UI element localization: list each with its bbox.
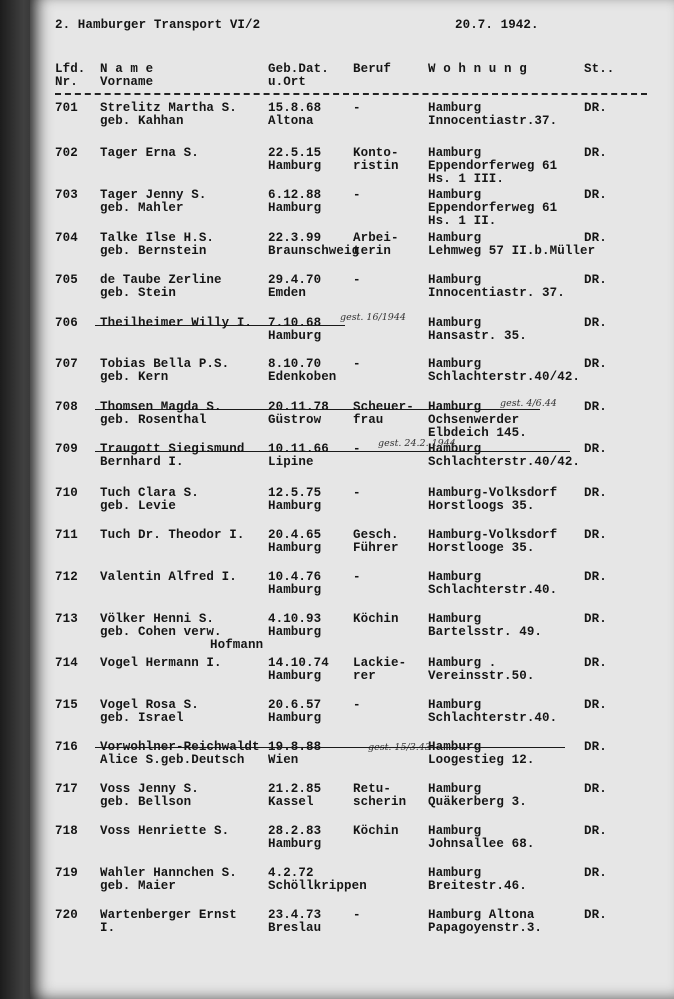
occupation: Scheuer- [353,400,414,414]
row-number: 705 [55,273,78,287]
row-number: 710 [55,486,78,500]
residence: Hamburg-Volksdorf [428,528,558,542]
occupation: Lackie- [353,656,407,670]
person-name: de Taube Zerline [100,273,222,287]
birth-date: 19.8.88 [268,740,322,754]
birth-date: 15.8.68 [268,101,322,115]
occupation: - [353,442,361,456]
birth-place: Altona [268,114,314,128]
residence: Hamburg [428,782,482,796]
header-st: St.. [584,62,615,76]
residence: Hamburg Altona [428,908,535,922]
person-name: Voss Henriette S. [100,824,230,838]
residence-line2: Loogestieg 12. [428,753,535,767]
residence: Hamburg-Volksdorf [428,486,558,500]
person-name: Tager Jenny S. [100,188,207,202]
birth-place: Hamburg [268,583,322,597]
document-date: 20.7. 1942. [455,18,539,32]
row-number: 716 [55,740,78,754]
person-name-line2: geb. Stein [100,286,177,300]
occupation: - [353,273,361,287]
occupation: - [353,357,361,371]
birth-date: 20.4.65 [268,528,322,542]
residence: Hamburg . [428,656,497,670]
birth-place: Güstrow [268,413,322,427]
person-name: Völker Henni S. [100,612,215,626]
residence-line2: Vereinsstr.50. [428,669,535,683]
occupation: Arbei- [353,231,399,245]
residence: Hamburg [428,400,482,414]
person-name-line2: I. [100,921,116,935]
residence-line2: Papagoyenstr.3. [428,921,543,935]
person-name-line2: geb. Bernstein [100,244,207,258]
person-name-line2: geb. Kahhan [100,114,184,128]
birth-date: 12.5.75 [268,486,322,500]
occupation: - [353,570,361,584]
handwritten-note: gest. 24.2. 1944 [378,438,456,449]
birth-place: Kassel [268,795,314,809]
person-name-line2: geb. Mahler [100,201,184,215]
birth-date: 20.11.78 [268,400,329,414]
birth-date: 10.4.76 [268,570,322,584]
person-name-line2: geb. Bellson [100,795,192,809]
person-name: Thomsen Magda S. [100,400,222,414]
status-code: DR. [584,188,607,202]
occupation: Konto- [353,146,399,160]
status-code: DR. [584,824,607,838]
person-name-line3: Hofmann [210,638,264,652]
occupation: - [353,101,361,115]
residence-line2: Eppendorferweg 61 [428,159,558,173]
birth-date: 22.3.99 [268,231,322,245]
status-code: DR. [584,101,607,115]
handwritten-note: gest. 15/3.43 [368,742,431,753]
header-geb-2: u.Ort [268,75,307,89]
row-number: 717 [55,782,78,796]
status-code: DR. [584,231,607,245]
birth-date: 20.6.57 [268,698,322,712]
person-name-line2: geb. Rosenthal [100,413,207,427]
row-number: 714 [55,656,78,670]
occupation: Köchin [353,824,399,838]
occupation-line2: ristin [353,159,399,173]
row-number: 707 [55,357,78,371]
person-name: Vogel Rosa S. [100,698,199,712]
birth-place: Wien [268,753,299,767]
person-name: Talke Ilse H.S. [100,231,215,245]
status-code: DR. [584,866,607,880]
status-code: DR. [584,570,607,584]
residence-line3: Elbdeich 145. [428,426,527,440]
strike-line-708 [95,409,540,410]
row-number: 704 [55,231,78,245]
birth-place: Emden [268,286,307,300]
handwritten-note: gest. 4/6.44 [500,398,557,409]
birth-place: Hamburg [268,541,322,555]
person-name: Traugott Siegismund [100,442,245,456]
residence-line2: Ochsenwerder [428,413,520,427]
residence: Hamburg [428,824,482,838]
residence: Hamburg [428,740,482,754]
birth-place: Lipine [268,455,314,469]
person-name: Valentin Alfred I. [100,570,237,584]
row-number: 711 [55,528,78,542]
row-number: 715 [55,698,78,712]
birth-place: Braunschweig [268,244,360,258]
residence: Hamburg [428,101,482,115]
handwritten-note: gest. 16/1944 [340,312,406,323]
residence-line2: Horstloogs 35. [428,499,535,513]
status-code: DR. [584,442,607,456]
birth-place: Hamburg [268,201,322,215]
person-name: Strelitz Martha S. [100,101,237,115]
birth-place: Hamburg [268,329,322,343]
document-title: 2. Hamburger Transport VI/2 [55,18,261,32]
person-name-line2: geb. Levie [100,499,177,513]
birth-date: 28.2.83 [268,824,322,838]
row-number: 706 [55,316,78,330]
person-name-line2: geb. Kern [100,370,169,384]
header-geb-1: Geb.Dat. [268,62,329,76]
person-name: Tuch Dr. Theodor I. [100,528,245,542]
occupation: - [353,908,361,922]
birth-place: Hamburg [268,499,322,513]
row-number: 718 [55,824,78,838]
header-wohnung: W o h n u n g [428,62,527,76]
person-name: Tager Erna S. [100,146,199,160]
occupation-line2: rer [353,669,376,683]
header-name-1: N a m e [100,62,154,76]
header-nr-1: Lfd. [55,62,86,76]
status-code: DR. [584,273,607,287]
birth-place: Hamburg [268,837,322,851]
person-name: Vogel Hermann I. [100,656,222,670]
strike-line-706 [95,325,345,326]
residence-line2: Innocentiastr. 37. [428,286,565,300]
row-number: 713 [55,612,78,626]
person-name-line2: geb. Cohen verw. [100,625,222,639]
birth-place: Hamburg [268,159,322,173]
residence: Hamburg [428,316,482,330]
birth-place: Hamburg [268,711,322,725]
occupation: Gesch. [353,528,399,542]
person-name-line2: geb. Israel [100,711,184,725]
person-name: Tuch Clara S. [100,486,199,500]
status-code: DR. [584,316,607,330]
birth-place: Hamburg [268,625,322,639]
status-code: DR. [584,656,607,670]
residence-line2: Breitestr.46. [428,879,527,893]
residence-line2: Hansastr. 35. [428,329,527,343]
birth-date: 6.12.88 [268,188,322,202]
birth-place: Breslau [268,921,322,935]
residence: Hamburg [428,231,482,245]
person-name-line2: Bernhard I. [100,455,184,469]
status-code: DR. [584,740,607,754]
status-code: DR. [584,782,607,796]
header-rule [55,93,647,95]
residence-line2: Johnsallee 68. [428,837,535,851]
row-number: 709 [55,442,78,456]
status-code: DR. [584,486,607,500]
person-name-line2: Alice S.geb.Deutsch [100,753,245,767]
birth-date: 10.11.66 [268,442,329,456]
birth-date: 7.10.68 [268,316,322,330]
residence-line2: Lehmweg 57 II.b.Müller [428,244,596,258]
occupation-line2: terin [353,244,392,258]
residence-line3: Hs. 1 III. [428,172,505,186]
person-name: Vorwohlner-Reichwaldt [100,740,260,754]
birth-date: 4.10.93 [268,612,322,626]
row-number: 720 [55,908,78,922]
occupation: Köchin [353,612,399,626]
residence: Hamburg [428,273,482,287]
residence: Hamburg [428,146,482,160]
occupation: - [353,188,361,202]
residence-line2: Bartelsstr. 49. [428,625,543,639]
status-code: DR. [584,698,607,712]
birth-place: Hamburg [268,669,322,683]
row-number: 702 [55,146,78,160]
birth-date: 14.10.74 [268,656,329,670]
header-beruf: Beruf [353,62,392,76]
residence: Hamburg [428,698,482,712]
status-code: DR. [584,612,607,626]
occupation-line2: scherin [353,795,407,809]
residence: Hamburg [428,866,482,880]
person-name: Wahler Hannchen S. [100,866,237,880]
residence: Hamburg [428,188,482,202]
residence-line2: Quäkerberg 3. [428,795,527,809]
status-code: DR. [584,400,607,414]
person-name: Wartenberger Ernst [100,908,237,922]
residence: Hamburg [428,570,482,584]
status-code: DR. [584,528,607,542]
birth-date: 23.4.73 [268,908,322,922]
status-code: DR. [584,357,607,371]
birth-date: 21.2.85 [268,782,322,796]
birth-date: 22.5.15 [268,146,322,160]
occupation-line2: frau [353,413,384,427]
birth-date: 4.2.72 [268,866,314,880]
residence-line2: Schlachterstr.40/42. [428,455,581,469]
row-number: 719 [55,866,78,880]
residence-line2: Schlachterstr.40. [428,583,558,597]
residence-line2: Innocentiastr.37. [428,114,558,128]
strike-line-709 [95,451,570,452]
residence: Hamburg [428,442,482,456]
row-number: 703 [55,188,78,202]
residence: Hamburg [428,357,482,371]
status-code: DR. [584,908,607,922]
person-name: Tobias Bella P.S. [100,357,230,371]
occupation-line2: Führer [353,541,399,555]
residence-line2: Horstlooge 35. [428,541,535,555]
person-name: Voss Jenny S. [100,782,199,796]
occupation: - [353,698,361,712]
strike-line-716 [95,747,565,748]
status-code: DR. [584,146,607,160]
residence-line2: Eppendorferweg 61 [428,201,558,215]
person-name-line2: geb. Maier [100,879,177,893]
header-nr-2: Nr. [55,75,78,89]
birth-date: 8.10.70 [268,357,322,371]
row-number: 701 [55,101,78,115]
person-name: Theilheimer Willy I. [100,316,253,330]
occupation: Retu- [353,782,392,796]
residence: Hamburg [428,612,482,626]
row-number: 712 [55,570,78,584]
header-name-2: Vorname [100,75,154,89]
residence-line2: Schlachterstr.40/42. [428,370,581,384]
residence-line2: Schlachterstr.40. [428,711,558,725]
birth-place: Schöllkrippen [268,879,367,893]
birth-date: 29.4.70 [268,273,322,287]
row-number: 708 [55,400,78,414]
birth-place: Edenkoben [268,370,337,384]
residence-line3: Hs. 1 II. [428,214,497,228]
occupation: - [353,486,361,500]
